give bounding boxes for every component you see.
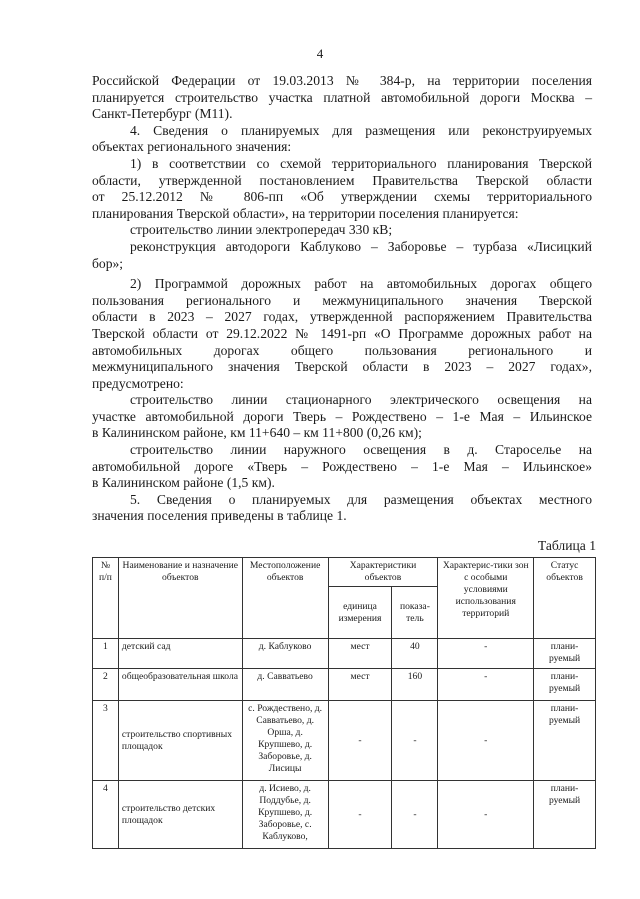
- cell-num: 2: [93, 669, 119, 701]
- cell-status: плани-руемый: [534, 669, 596, 701]
- cell-zones: -: [438, 781, 534, 849]
- header-status: Статус объектов: [534, 558, 596, 639]
- cell-indicator: -: [392, 701, 438, 781]
- text-line: Российской Федерации от 19.03.2013 № 384-р, на территории поселения: [92, 73, 592, 88]
- text-line: Санкт-Петербург (М11).: [92, 106, 233, 122]
- table-row: [93, 639, 596, 669]
- cell-location: д. Исиево, д. Поддубье, д. Крупшево, д. Заборовье, с. Каблуково,: [242, 781, 328, 849]
- section-heading: 5. Сведения о планируемых для размещения объектах местного: [130, 491, 592, 507]
- text-line: от 25.12.2012 № 806-пп «Об утверждении схемы территориального: [92, 189, 592, 205]
- text-line: автомобильных дорогах общего пользования регионального и: [92, 342, 592, 358]
- cell-status: плани-руемый: [534, 781, 596, 849]
- cell-num: 4: [93, 781, 119, 849]
- section-heading: 4. Сведения о планируемых для размещения или реконструируемых: [130, 122, 592, 138]
- cell-unit: мест: [328, 669, 392, 701]
- table-row: [93, 701, 596, 781]
- cell-status: плани-руемый: [534, 701, 596, 781]
- text-line: межмуниципального значения Тверской области в 2023 – 2027 годах»,: [92, 359, 592, 375]
- text-line: планирования Тверской области», на территории поселения планируется:: [92, 205, 519, 221]
- text-line: бор»;: [92, 255, 124, 271]
- text-line: предусмотрено:: [92, 375, 184, 391]
- cell-zones: -: [438, 639, 534, 669]
- header-num: № п/п: [93, 558, 119, 639]
- cell-unit: -: [328, 701, 392, 781]
- text-line: области в 2023 – 2027 годах, утвержденной распоряжением Правительства: [92, 309, 592, 325]
- cell-location: д. Каблуково: [242, 639, 328, 669]
- cell-status: плани-руемый: [534, 639, 596, 669]
- cell-zones: -: [438, 669, 534, 701]
- cell-indicator: 40: [392, 639, 438, 669]
- header-name: Наименование и назначение объектов: [118, 558, 242, 639]
- body-text-block-1: [92, 73, 592, 525]
- text-line: области, утвержденной постановлением Правительства Тверской области: [92, 172, 592, 188]
- text-line: 2) Программой дорожных работ на автомобильных дорогах общего: [130, 276, 592, 292]
- cell-name: детский сад: [118, 639, 242, 669]
- cell-zones: -: [438, 701, 534, 781]
- text-line: планируется строительство участка платной автомобильной дороги Москва –: [92, 89, 592, 105]
- text-line: строительство линии электропередач 330 кВ;: [130, 222, 393, 238]
- table-caption: Таблица 1: [537, 538, 596, 553]
- text-line: значения поселения приведены в таблице 1.: [92, 508, 347, 524]
- header-zones: Характерис-тики зон с особыми условиями использования территорий: [438, 558, 534, 639]
- objects-table: [92, 557, 596, 849]
- cell-location: д. Савватьево: [242, 669, 328, 701]
- text-line: объектах регионального значения:: [92, 139, 292, 155]
- header-characteristics: Характеристики объектов: [328, 558, 438, 587]
- header-unit: единица измерения: [328, 587, 392, 639]
- text-line: участке автомобильной дороги Тверь – Рождествено – 1-е Мая – Ильинское: [92, 408, 592, 424]
- text-line: в Калининском районе (1,5 км).: [92, 475, 275, 491]
- text-line: пользования регионального и межмуниципального значения Тверской: [92, 292, 592, 308]
- text-line: реконструкция автодороги Каблуково – Заборовье – турбаза «Лисицкий: [130, 238, 592, 254]
- table-row: [93, 669, 596, 701]
- cell-indicator: 160: [392, 669, 438, 701]
- text-line: Тверской области от 29.12.2022 № 1491-рп «О Программе дорожных работ на: [92, 325, 592, 341]
- page-number: 4: [316, 46, 324, 61]
- text-line: строительство линии стационарного электрического освещения на: [130, 392, 592, 408]
- table-row: [93, 781, 596, 849]
- cell-indicator: -: [392, 781, 438, 849]
- cell-num: 3: [93, 701, 119, 781]
- table-header-row: [93, 558, 596, 587]
- cell-location: с. Рождествено, д. Савватьево, д. Орша, д. Крупшево, д. Заборовье, д. Лисицы: [242, 701, 328, 781]
- cell-unit: -: [328, 781, 392, 849]
- cell-name: строительство детских площадок: [118, 781, 242, 849]
- text-line: автомобильной дороге «Тверь – Рождествено – 1-е Мая – Ильинское»: [92, 458, 592, 474]
- text-line: 1) в соответствии со схемой территориального планирования Тверской: [130, 155, 592, 171]
- header-location: Местоположение объектов: [242, 558, 328, 639]
- cell-name: строительство спортивных площадок: [118, 701, 242, 781]
- cell-name: общеобразовательная школа: [118, 669, 242, 701]
- text-line: в Калининском районе, км 11+640 – км 11+800 (0,26 км);: [92, 425, 422, 441]
- header-indicator: показа-тель: [392, 587, 438, 639]
- text-line: строительство линии наружного освещения в д. Староселье на: [130, 442, 592, 458]
- cell-unit: мест: [328, 639, 392, 669]
- cell-num: 1: [93, 639, 119, 669]
